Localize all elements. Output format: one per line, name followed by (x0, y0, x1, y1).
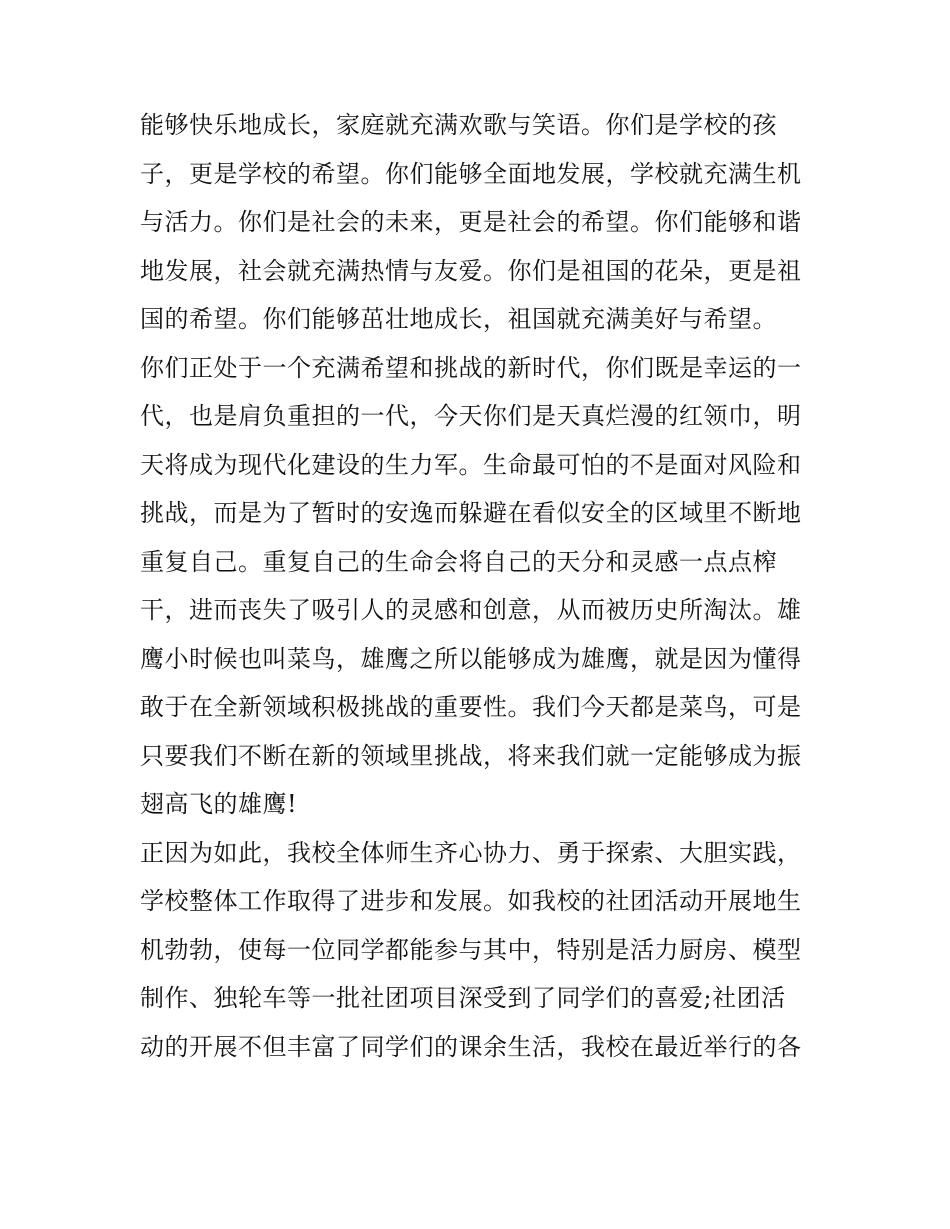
text-line: 与活力。你们是社会的未来，更是社会的希望。你们能够和谐 (140, 208, 802, 236)
text-line: 敢于在全新领域积极挑战的重要性。我们今天都是菜鸟，可是 (140, 693, 802, 721)
text-line: 鹰小时候也叫菜鸟，雄鹰之所以能够成为雄鹰，就是因为懂得 (140, 644, 802, 673)
text-line: 干，进而丧失了吸引人的灵感和创意，从而被历史所淘汰。雄 (140, 596, 802, 624)
text-line: 机勃勃，使每一位同学都能参与其中，特别是活力厨房、模型 (140, 935, 802, 964)
text-line: 子，更是学校的希望。你们能够全面地发展，学校就充满生机 (140, 159, 802, 188)
text-line: 翅高飞的雄鹰! (140, 790, 298, 818)
text-line: 重复自己。重复自己的生命会将自己的天分和灵感一点点榨 (140, 547, 777, 576)
text-line: 你们正处于一个充满希望和挑战的新时代，你们既是幸运的一 (140, 353, 802, 382)
text-line: 能够快乐地成长，家庭就充满欢歌与笑语。你们是学校的孩 (140, 111, 777, 139)
text-line: 挑战，而是为了暂时的安逸而躲避在看似安全的区域里不断地 (140, 499, 802, 527)
text-line: 正因为如此，我校全体师生齐心协力、勇于探索、大胆实践， (140, 838, 802, 867)
text-line: 地发展，社会就充满热情与友爱。你们是祖国的花朵，更是祖 (140, 256, 802, 285)
text-line: 学校整体工作取得了进步和发展。如我校的社团活动开展地生 (140, 887, 802, 915)
text-line: 代，也是肩负重担的一代，今天你们是天真烂漫的红领巾，明 (140, 402, 802, 430)
text-line: 只要我们不断在新的领域里挑战，将来我们就一定能够成为振 (140, 741, 802, 770)
text-line: 制作、独轮车等一批社团项目深受到了同学们的喜爱;社团活 (140, 984, 786, 1012)
text-line: 天将成为现代化建设的生力军。生命最可怕的不是面对风险和 (140, 450, 802, 479)
text-line: 动的开展不但丰富了同学们的课余生活，我校在最近举行的各 (140, 1032, 802, 1061)
body-text (140, 101, 830, 1071)
text-line: 国的希望。你们能够茁壮地成长，祖国就充满美好与希望。 (140, 305, 777, 333)
